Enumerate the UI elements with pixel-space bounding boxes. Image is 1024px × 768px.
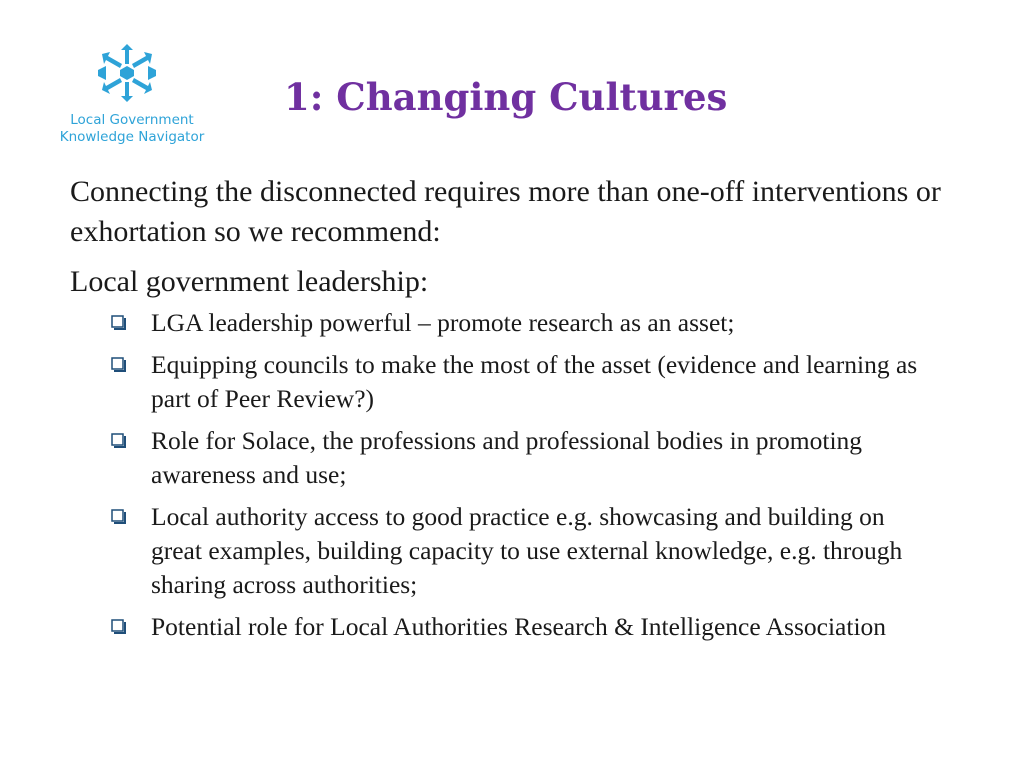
- bullet-list: [70, 306, 970, 644]
- bullet-text: Local authority access to good practice e.g. showcasing and building on great examples, building capacity to use external knowledge, e.g. through sharing across authorities;: [151, 502, 903, 599]
- bullet-text: Potential role for Local Authorities Research & Intelligence Association: [151, 612, 887, 641]
- logo-text: [52, 112, 212, 146]
- hollow-square-checkbox-icon: [111, 619, 126, 634]
- hollow-square-checkbox-icon: [111, 433, 126, 448]
- hollow-square-checkbox-icon: [111, 357, 126, 372]
- logo-text-line1: Local Government: [70, 112, 194, 128]
- bullet-item: [111, 500, 941, 602]
- logo: [50, 40, 210, 150]
- bullet-item: [111, 306, 941, 340]
- logo-text-line2: Knowledge Navigator: [59, 129, 205, 145]
- snowflake-logo-icon: [96, 40, 158, 106]
- slide-body: [70, 172, 970, 652]
- bullet-item: [111, 610, 941, 644]
- section-heading: Local government leadership:: [70, 265, 429, 298]
- hollow-square-checkbox-icon: [111, 509, 126, 524]
- hollow-square-checkbox-icon: [111, 315, 126, 330]
- slide-title: 1: Changing Cultures: [284, 75, 728, 119]
- bullet-text: LGA leadership powerful – promote research as an asset;: [151, 308, 735, 337]
- bullet-text: Equipping councils to make the most of the asset (evidence and learning as part of Peer Review?): [151, 350, 918, 413]
- bullet-text: Role for Solace, the professions and professional bodies in promoting awareness and use;: [151, 426, 863, 489]
- bullet-item: [111, 424, 941, 492]
- intro-paragraph: Connecting the disconnected requires more than one-off interventions or exhortation so we recommend:: [70, 175, 941, 248]
- bullet-item: [111, 348, 941, 416]
